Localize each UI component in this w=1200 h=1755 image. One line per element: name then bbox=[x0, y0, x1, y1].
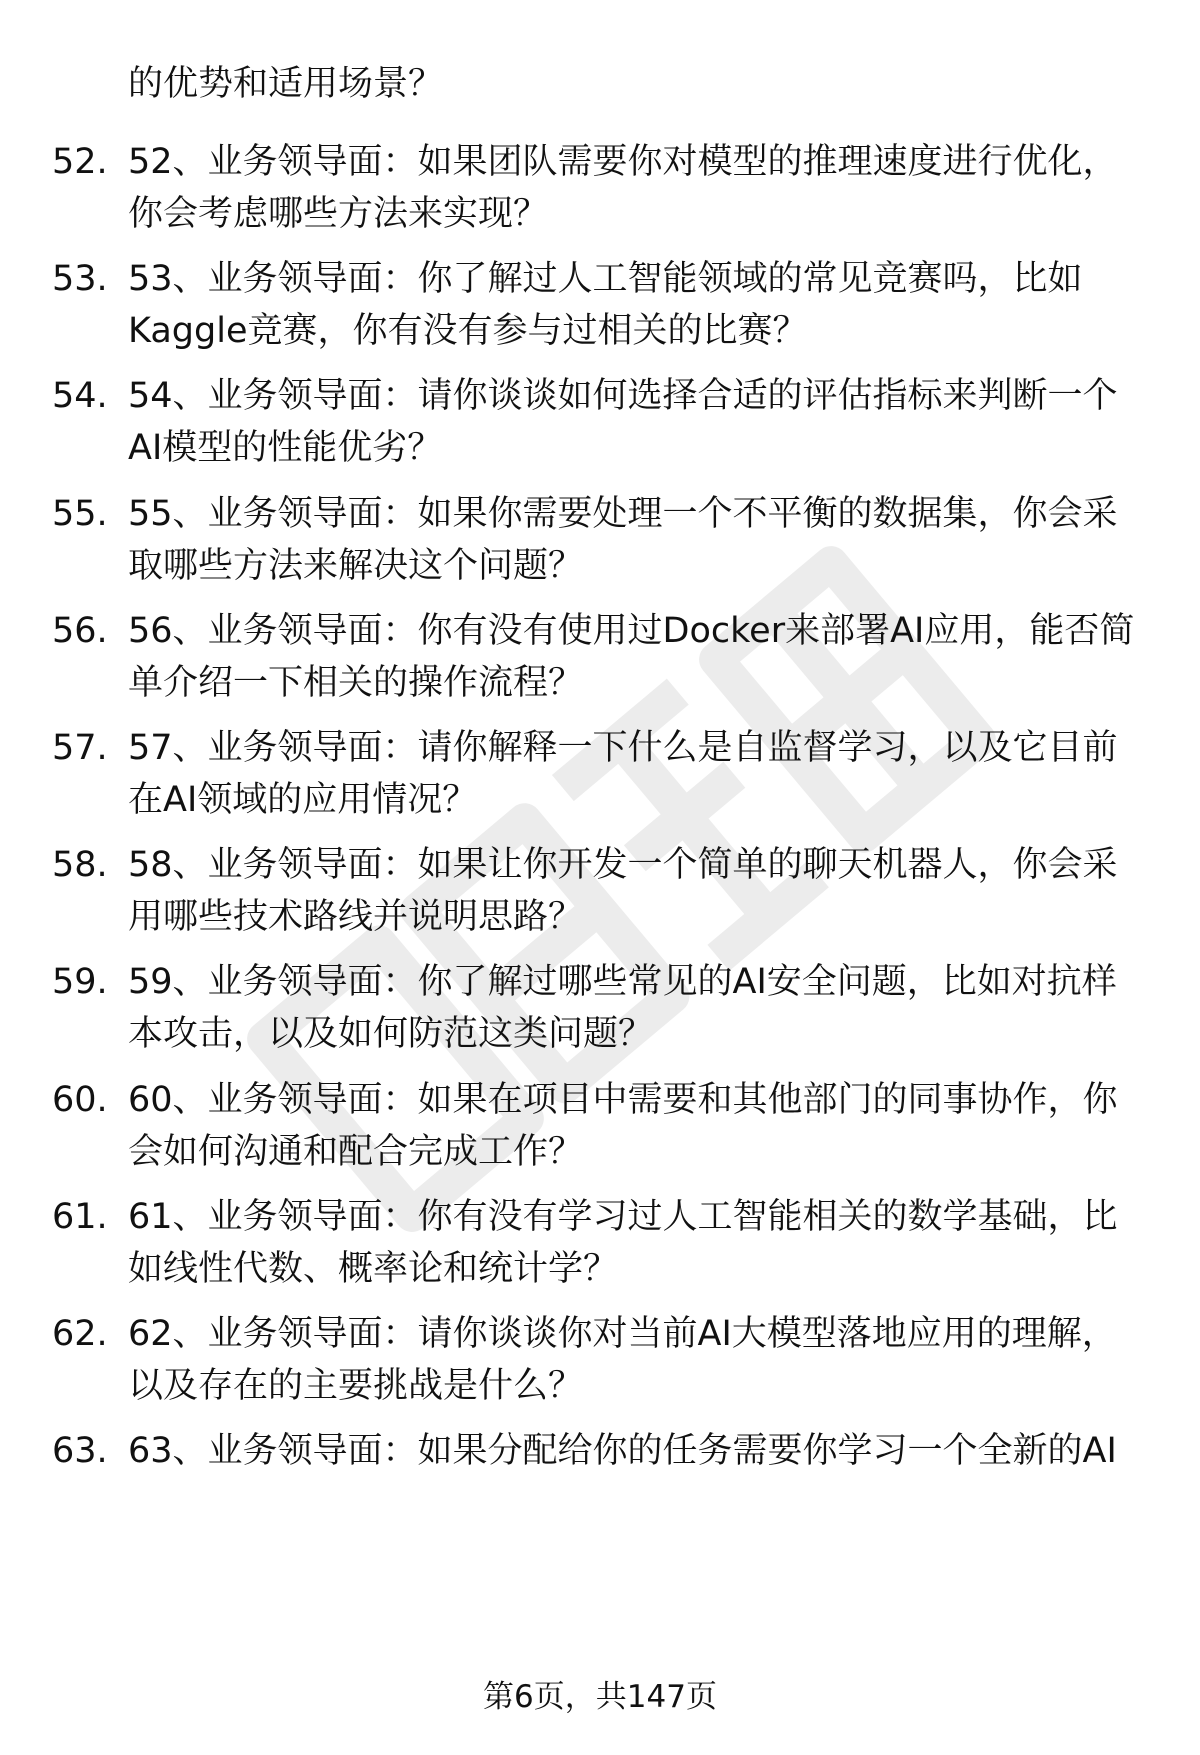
question-text-line: 单介绍一下相关的操作流程？ bbox=[128, 663, 584, 703]
question-text-line: 61、业务领导面：你有没有学习过人工智能相关的数学基础，比 bbox=[128, 1197, 1118, 1237]
question-text-line: 如线性代数、概率论和统计学？ bbox=[128, 1249, 619, 1289]
list-item-number: 54. bbox=[52, 376, 108, 416]
question-text-line: 你会考虑哪些方法来实现？ bbox=[128, 194, 549, 234]
list-item-number: 57. bbox=[52, 728, 108, 768]
question-text-line: 62、业务领导面：请你谈谈你对当前AI大模型落地应用的理解， bbox=[128, 1314, 1117, 1354]
question-text-line: 54、业务领导面：请你谈谈如何选择合适的评估指标来判断一个 bbox=[128, 376, 1118, 416]
question-text-line: 用哪些技术路线并说明思路？ bbox=[128, 897, 584, 937]
list-item-number: 63. bbox=[52, 1431, 108, 1471]
question-text-line: 63、业务领导面：如果分配给你的任务需要你学习一个全新的AI bbox=[128, 1431, 1117, 1471]
question-text-line: 55、业务领导面：如果你需要处理一个不平衡的数据集，你会采 bbox=[128, 494, 1118, 534]
question-text-line: 57、业务领导面：请你解释一下什么是自监督学习，以及它目前 bbox=[128, 728, 1118, 768]
question-text-line: 会如何沟通和配合完成工作？ bbox=[128, 1132, 584, 1172]
question-text-line: 60、业务领导面：如果在项目中需要和其他部门的同事协作，你 bbox=[128, 1080, 1118, 1120]
question-text-line: 58、业务领导面：如果让你开发一个简单的聊天机器人，你会采 bbox=[128, 845, 1118, 885]
list-item-number: 55. bbox=[52, 494, 108, 534]
question-text-line: 52、业务领导面：如果团队需要你对模型的推理速度进行优化， bbox=[128, 142, 1118, 182]
list-item-number: 52. bbox=[52, 142, 108, 182]
question-text-line: 以及存在的主要挑战是什么？ bbox=[128, 1366, 584, 1406]
question-text-line: 在AI领域的应用情况？ bbox=[128, 780, 478, 820]
question-text-line: 取哪些方法来解决这个问题？ bbox=[128, 546, 584, 586]
list-item-number: 62. bbox=[52, 1314, 108, 1354]
list-item-number: 58. bbox=[52, 845, 108, 885]
question-text-line: 53、业务领导面：你了解过人工智能领域的常见竞赛吗，比如 bbox=[128, 259, 1083, 299]
list-item-number: 61. bbox=[52, 1197, 108, 1237]
continued-question-text: 的优势和适用场景？ bbox=[128, 64, 444, 104]
question-text-line: AI模型的性能优劣？ bbox=[128, 428, 443, 468]
list-item-number: 60. bbox=[52, 1080, 108, 1120]
list-item-number: 56. bbox=[52, 611, 108, 651]
question-text-line: Kaggle竞赛，你有没有参与过相关的比赛？ bbox=[128, 311, 808, 351]
list-item-number: 53. bbox=[52, 259, 108, 299]
question-text-line: 59、业务领导面：你了解过哪些常见的AI安全问题，比如对抗样 bbox=[128, 962, 1117, 1002]
list-item-number: 59. bbox=[52, 962, 108, 1002]
page-footer: 第6页，共147页 bbox=[483, 1679, 717, 1715]
question-text-line: 56、业务领导面：你有没有使用过Docker来部署AI应用，能否简 bbox=[128, 611, 1135, 651]
question-text-line: 本攻击，以及如何防范这类问题？ bbox=[128, 1014, 654, 1054]
